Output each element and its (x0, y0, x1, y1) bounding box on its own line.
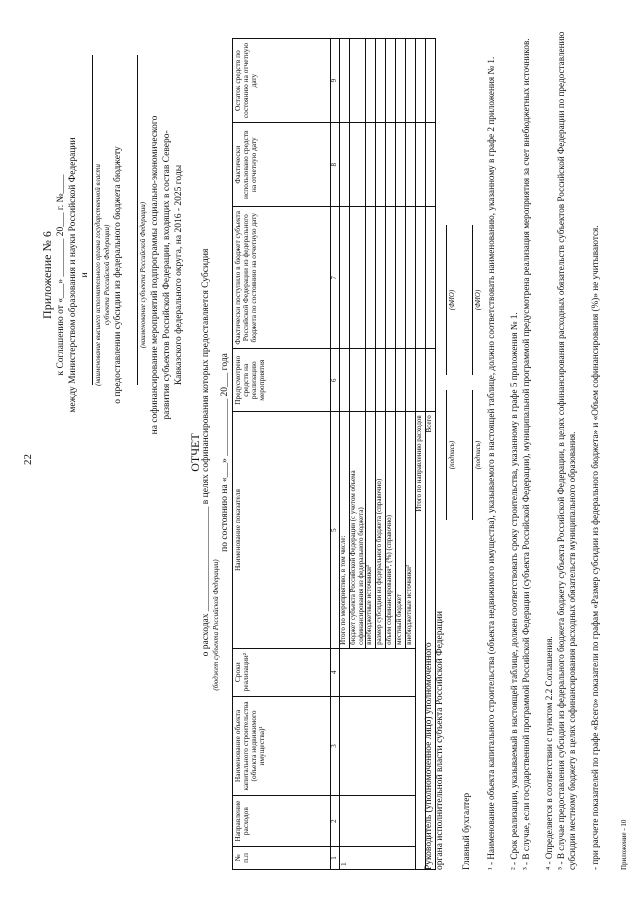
executive-body-underline (92, 55, 93, 385)
report-title: ОТЧЕТ (188, 433, 202, 472)
report-date-line: по состоянию на «___» ____________ 20___ года (220, 353, 230, 552)
program-line-2: развития субъектов Российской Федерации, входящих в состав Северо- (162, 130, 172, 420)
period-cell (340, 648, 416, 696)
indicator-label: объем софинансирования⁴, (%) (справочно) (386, 412, 396, 649)
column-number: 4 (331, 648, 340, 696)
indicator-label: размер субсидии из федерального бюджета (справочно) (376, 412, 386, 649)
footnote-6: - при расчете показателей по графе «Всего» показатели по графам «Размер субсидии из федерального бюджета» и «Объем софинансирования (%)» не учитываются. (590, 225, 600, 870)
head-name-underline (446, 225, 447, 375)
header-cell: Остаток средств по состоянию на отчетную дату (233, 39, 331, 123)
column-number: 3 (331, 696, 340, 796)
header-cell: Предусмотрено средств на реализацию мероприятия (233, 349, 331, 412)
head-signatory-line-1: Руководитель (уполномоченное лицо) уполномоченного (424, 642, 434, 870)
footnote-2: ² - Срок реализации, указываемый в настоящей таблице, должен соответствовать сроку строительства, указанному в графе 5 приложения № 1. (509, 312, 519, 870)
table-header-row (233, 39, 331, 870)
accountant-signature-hint: (подпись) (474, 440, 482, 470)
indicator-label: внебюджетные источники³ (366, 412, 376, 649)
head-signature-underline (446, 390, 447, 520)
total-all-label: Всего (426, 412, 436, 870)
column-number: 7 (331, 207, 340, 349)
column-number: 1 (331, 846, 340, 869)
table-row (340, 39, 350, 870)
and-line: и (80, 272, 90, 278)
subsidy-line: о предоставлении субсидии из федерального бюджета бюджету (113, 146, 123, 404)
accountant-label: Главный бухгалтер (462, 792, 472, 870)
indicator-label: бюджет субъекта Российской Федерации (с учетом объема софинансирования из федерального бюджета) (350, 412, 366, 649)
column-number: 2 (331, 796, 340, 846)
column-number: 5 (331, 412, 340, 649)
program-line-3: Кавказского федерального округа, на 2016 - 2025 годы (174, 164, 184, 386)
header-cell: Сроки реализации² (233, 648, 331, 696)
header-cell: Наименование показателя (233, 412, 331, 649)
column-number: 8 (331, 123, 340, 207)
accountant-name-hint: (ФИО) (474, 289, 482, 311)
direction-cell (340, 796, 416, 846)
header-cell: № п.п (233, 846, 331, 869)
head-name-hint: (ФИО) (448, 289, 456, 311)
report-subtitle: о расходах ______________________ в целях софинансирования которых предоставляется Субсидия (201, 248, 211, 657)
executive-body-hint: (наименование высшего исполнительного органа государственной власти (94, 164, 102, 386)
agreement-line: к Соглашению от «___» ________ 20___ г. №____ (56, 174, 66, 376)
appendix-title: Приложение № 6 (40, 231, 54, 319)
column-number: 9 (331, 39, 340, 123)
report-table (232, 38, 436, 870)
footnote-4: ⁴ - Определяется в соответствии с пунктом 2.2 Соглашения. (544, 636, 554, 870)
header-cell: Фактически использовано средств на отчетную дату (233, 123, 331, 207)
row-number: 1 (340, 846, 416, 869)
page-footer: Приложение - 10 (620, 819, 628, 870)
indicator-label: внебюджетные источники³ (406, 412, 416, 649)
accountant-signature-underline (472, 390, 473, 520)
indicator-label: Итого по мероприятию, в том числе: (340, 412, 350, 649)
budget-hint: (бюджет субъекта Российской Федерации) (212, 559, 220, 691)
header-cell: Фактически поступило в бюджет субъекта Российской Федерации из федерального бюджета по состоянию на отчетную дату (233, 207, 331, 349)
column-number-row (331, 39, 340, 870)
column-number: 6 (331, 349, 340, 412)
page-number: 22 (22, 454, 34, 465)
footnote-1: ¹ - Наименование объекта капитального строительства (объекта недвижимого имущества), указываемого в настоящей таблице, должно соответствовать наименованию, указанному в графе 2 приложения № 1. (486, 56, 496, 870)
footnote-5: ⁵ - В случае предоставления субсидии из федерального бюджета бюджету субъекта Российской Федерации, в целях софинансирования расходных обязательств субъектов Российской Федерации по предоставлению субсидии местному бюджету в целях софинансирования расходных обязательств муниципального образования. (556, 31, 577, 870)
ministry-line: между Министерством образования и науки Российской Федерации (68, 137, 78, 413)
object-cell (340, 696, 416, 796)
accountant-name-underline (472, 225, 473, 375)
subject-underline (137, 55, 138, 385)
header-cell: Наименование объекта капитального строительства (объекта недвижимого имущества)¹ (233, 696, 331, 796)
head-signatory-line-2: органа исполнительной власти субъекта Российской Федерации (435, 611, 445, 870)
footnote-3: ³ - В случае, если государственной программой Российской Федерации (субъекта Российской Федерации), муниципальной программой предусмотрена реализация мероприятия за счет внебюджетных источников. (521, 38, 531, 870)
executive-body-hint-2: субъекта Российской Федерации) (103, 224, 111, 326)
total-direction-label: Итого по направлению расходов (416, 412, 426, 870)
head-signature-hint: (подпись) (448, 440, 456, 470)
indicator-label: местный бюджет (396, 412, 406, 649)
subject-hint: (наименование субъекта Российской Федерации) (139, 201, 147, 349)
header-cell: Направление расходов (233, 796, 331, 846)
program-line-1: на софинансирование мероприятий подпрограммы социально-экономического (150, 115, 160, 435)
